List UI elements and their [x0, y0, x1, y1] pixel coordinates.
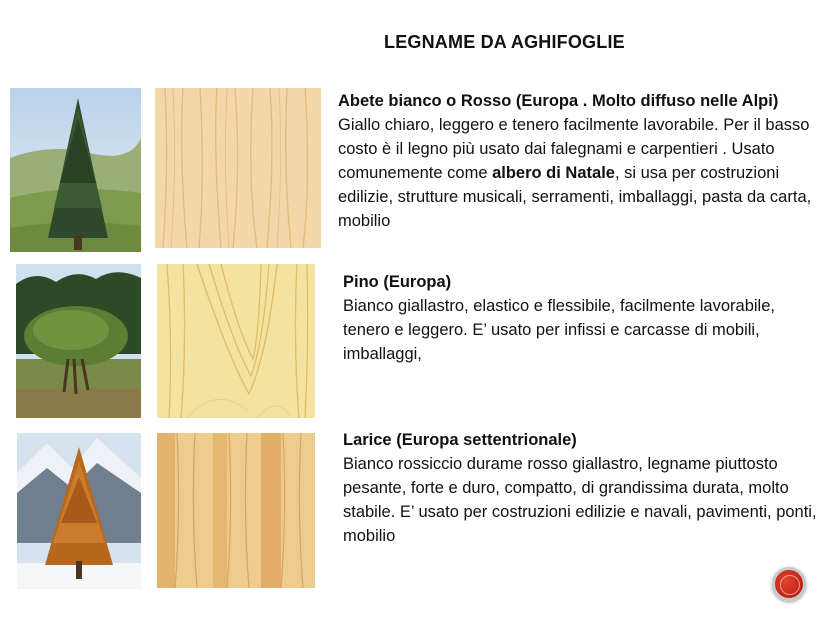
entry-abete	[338, 89, 823, 233]
pine-tree-photo	[16, 264, 141, 418]
entry-pino-heading: Pino (Europa)	[343, 273, 452, 291]
larch-wood-sample	[157, 433, 315, 588]
pine-wood-sample	[157, 264, 315, 418]
entry-pino	[343, 270, 813, 366]
entry-pino-body: Bianco giallastro, elastico e flessibile, facilmente lavorabile, tenero e leggero. E’ usato per infissi e carcasse di mobili, imballaggi,	[343, 297, 775, 363]
entry-larice-heading: Larice (Europa settentrionale)	[343, 431, 577, 449]
entry-abete-body: Giallo chiaro, leggero e tenero facilmente lavorabile. Per il basso costo è il legno più usato dai falegnami e carpentieri . Usato comunemente come albero di Natale, si usa per costruzioni edilizie, strutture musicali, serramenti, imballaggi, pasta da carta, mobilio	[338, 116, 812, 230]
next-slide-icon	[780, 575, 800, 595]
entry-larice-body: Bianco rossiccio durame rosso giallastro, legname piuttosto pesante, forte e duro, compatto, di grandissima durata, molto stabile. E’ usato per costruzioni edilizie e navali, pavimenti, ponti, mobilio	[343, 455, 817, 545]
entry-larice	[343, 428, 818, 548]
entry-abete-heading: Abete bianco o Rosso (Europa . Molto diffuso nelle Alpi)	[338, 92, 779, 110]
next-slide-button[interactable]	[772, 567, 806, 601]
fir-tree-photo	[10, 88, 141, 252]
larch-tree-photo	[17, 433, 141, 589]
fir-wood-sample	[155, 88, 321, 248]
page-title: LEGNAME DA AGHIFOGLIE	[384, 32, 625, 52]
entry-abete-highlight: albero di Natale	[492, 164, 615, 182]
